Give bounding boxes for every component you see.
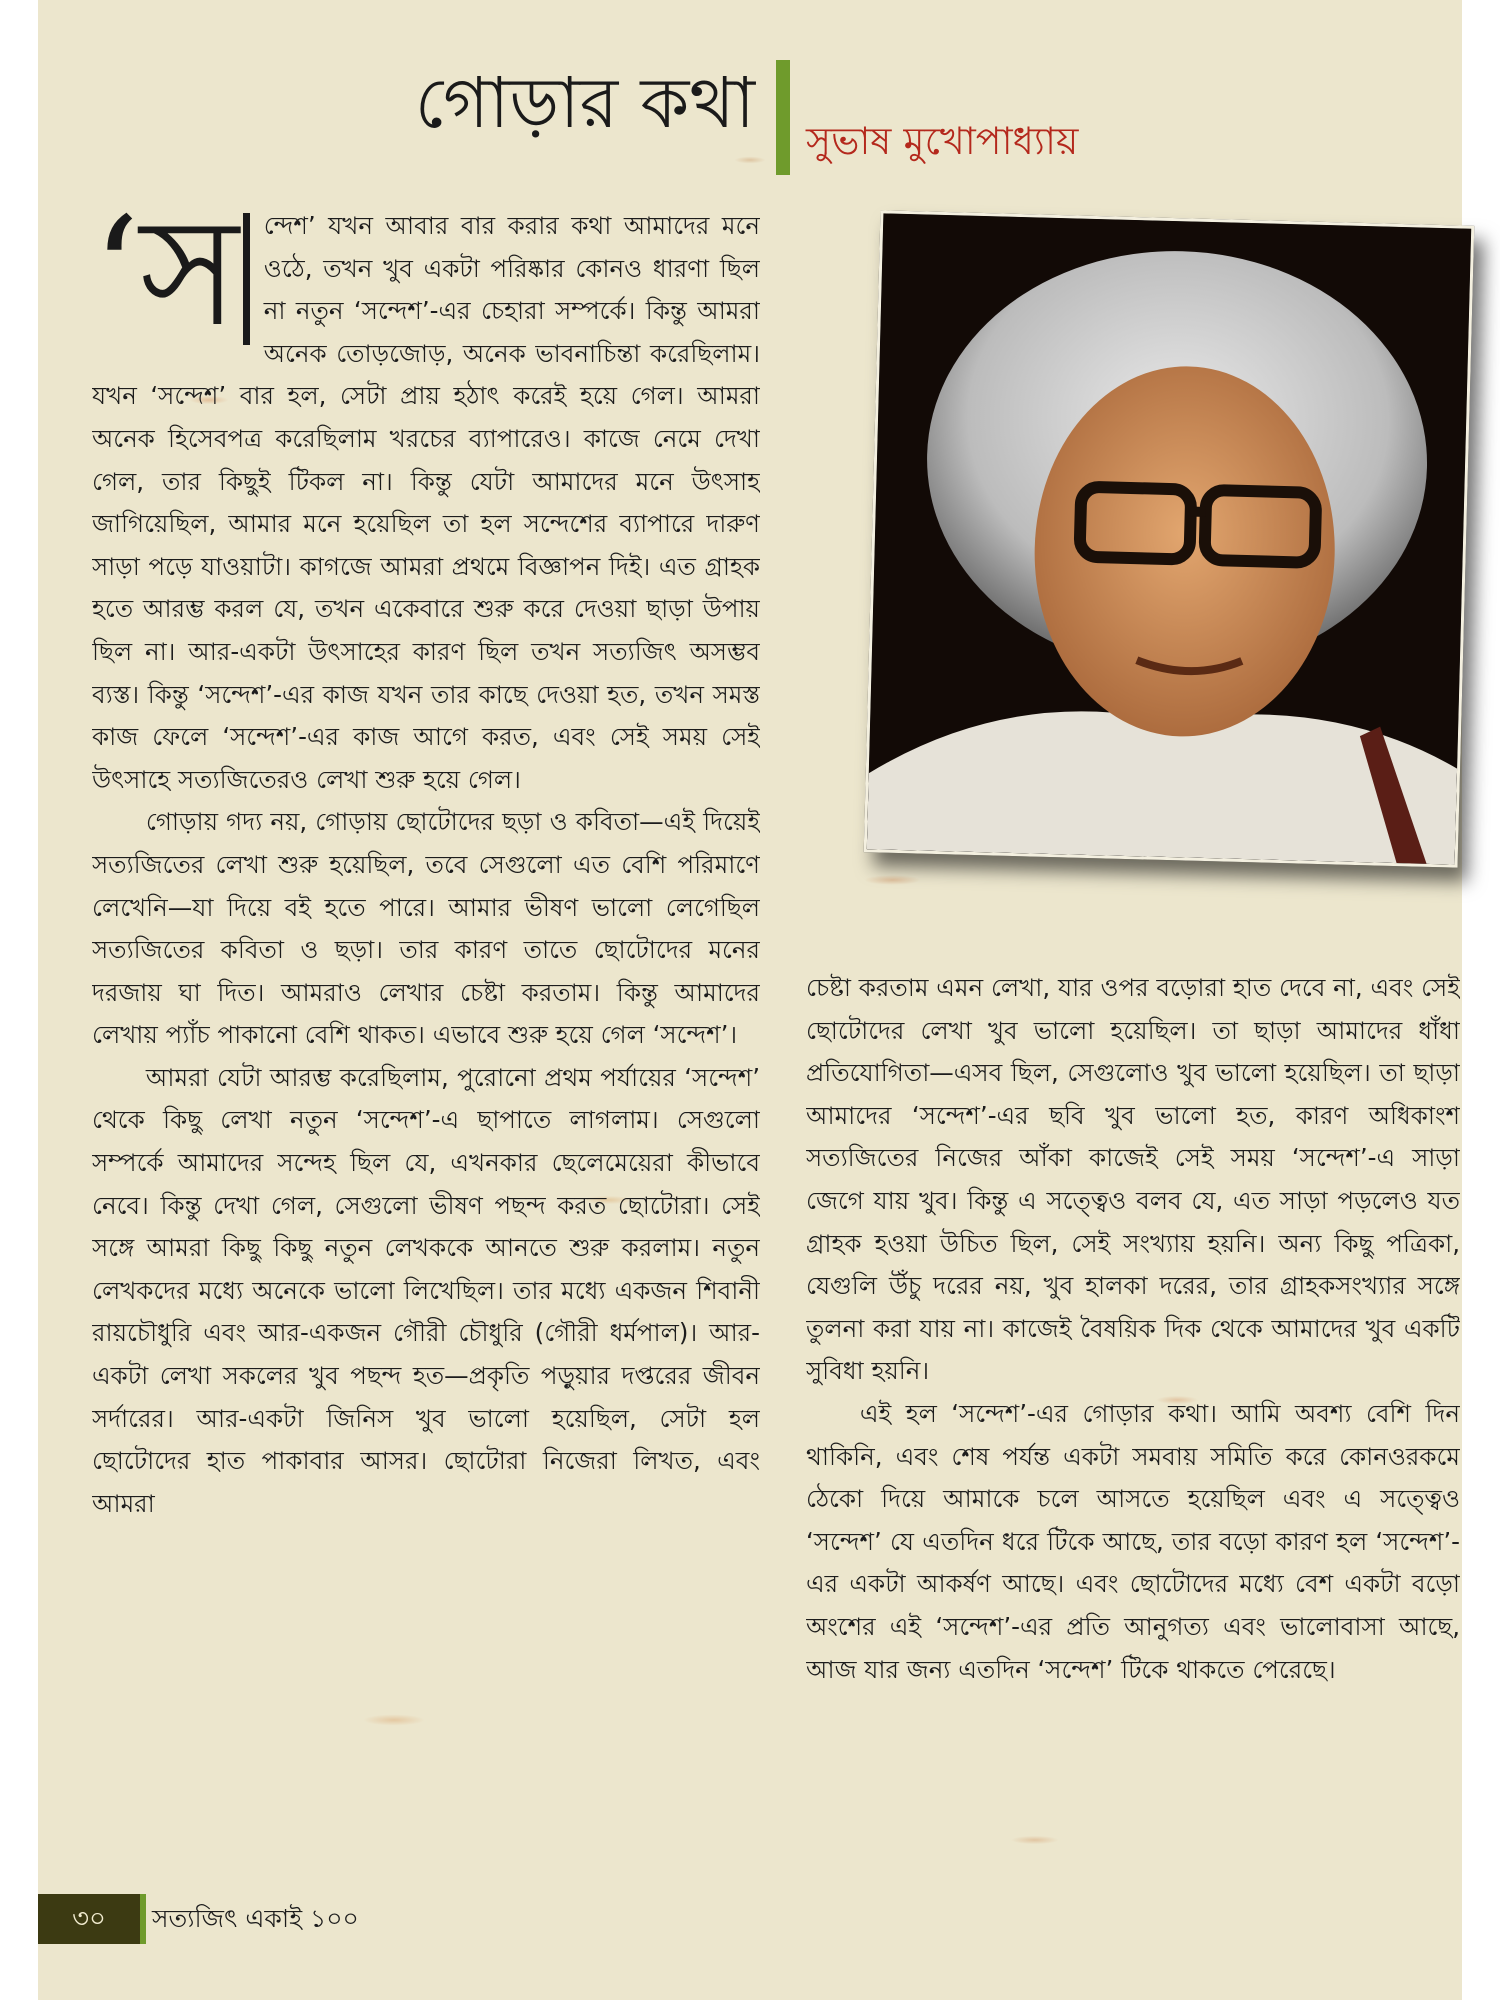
paragraph-3: আমরা যেটা আরম্ভ করেছিলাম, পুরোনো প্রথম পর্যায়ের ‘সন্দেশ’ থেকে কিছু লেখা নতুন ‘সন্দেশ’-এ ছাপাতে লাগলাম। সেগুলো সম্পর্কে আমাদের সন্দেহ ছিল যে, এখনকার ছেলেমেয়েরা কীভাবে নেবে। কিন্তু দেখা গেল, সেগুলো ভীষণ পছন্দ করত ছোটোরা। সেই সঙ্গে আমরা কিছু কিছু নতুন লেখককে আনতে শুরু করলাম। নতুন লেখকদের মধ্যে অনেকে ভালো লিখেছিল। তার মধ্যে একজন শিবানী রায়চৌধুরি এবং আর-একজন গৌরী চৌধুরি (গৌরী ধর্মপাল)। আর-একটা লেখা সকলের খুব পছন্দ হত—প্রকৃতি পড়ুয়ার দপ্তরের জীবন সর্দারের। আর-একটা জিনিস খুব ভালো হয়েছিল, সেটা হল ছোটোদের হাত পাকাবার আসর। ছোটোরা নিজেরা লিখত, এবং আমরা <box>92 1062 760 1518</box>
article-header <box>0 30 1500 163</box>
paragraph-1 <box>92 205 760 801</box>
page-number: ৩০ <box>38 1894 140 1944</box>
right-column <box>806 967 1460 1885</box>
publication-name: সত্যজিৎ একাই ১০০ <box>152 1904 359 1933</box>
paragraph-2: গোড়ায় গদ্য নয়, গোড়ায় ছোটোদের ছড়া ও কবিতা—এই দিয়েই সত্যজিতের লেখা শুরু হয়েছিল, তবে সেগুলো এত বেশি পরিমাণে লেখেনি—যা দিয়ে বই হতে পারে। আমার ভীষণ ভালো লেগেছিল সত্যজিতের কবিতা ও ছড়া। তার কারণ তাতে ছোটোদের মনের দরজায় ঘা দিত। আমরাও লেখার চেষ্টা করতাম। কিন্তু আমাদের লেখায় প্যাঁচ পাকানো বেশি থাকত। এভাবে শুরু হয়ে গেল ‘সন্দেশ’। <box>92 807 760 1050</box>
footer-divider <box>140 1894 146 1944</box>
paragraph-4: চেষ্টা করতাম এমন লেখা, যার ওপর বড়োরা হাত দেবে না, এবং সেই ছোটোদের লেখা খুব ভালো হয়েছিল। তা ছাড়া আমাদের ধাঁধা প্রতিযোগিতা—এসব ছিল, সেগুলোও খুব ভালো হয়েছিল। তা ছাড়া আমাদের ‘সন্দেশ’-এর ছবি খুব ভালো হত, কারণ অধিকাংশ সত্যজিতের নিজের আঁকা কাজেই সেই সময় ‘সন্দেশ’-এ সাড়া জেগে যায় খুব। কিন্তু এ সত্ত্বেও বলব যে, এত সাড়া পড়লেও যত গ্রাহক হওয়া উচিত ছিল, সেই সংখ্যায় হয়নি। অন্য কিছু পত্রিকা, যেগুলি উঁচু দরের নয়, খুব হালকা দরের, তার গ্রাহকসংখ্যার সঙ্গে তুলনা করা যায় না। কাজেই বৈষয়িক দিক থেকে আমাদের খুব একটি সুবিধা হয়নি। <box>806 973 1460 1386</box>
left-column <box>92 205 760 1885</box>
article-title: গোড়ার কথা <box>414 62 755 144</box>
author-photo <box>864 210 1475 867</box>
drop-cap: ‘স <box>92 213 250 345</box>
article-author: সুভাষ মুখোপাধ্যায় <box>806 119 1079 163</box>
paragraph-5: এই হল ‘সন্দেশ’-এর গোড়ার কথা। আমি অবশ্য বেশি দিন থাকিনি, এবং শেষ পর্যন্ত একটা সমবায় সমিতি করে কোনওরকমে ঠেকো দিয়ে আমাকে চলে আসতে হয়েছিল এবং এ সত্ত্বেও ‘সন্দেশ’ যে এতদিন ধরে টিকে আছে, তার বড়ো কারণ হল ‘সন্দেশ’-এর একটা আকর্ষণ আছে। এবং ছোটোদের মধ্যে বেশ একটা বড়ো অংশের এই ‘সন্দেশ’-এর প্রতি আনুগত্য এবং ভালোবাসা আছে, আজ যার জন্য এতদিন ‘সন্দেশ’ টিকে থাকতে পেরেছে। <box>806 1398 1460 1684</box>
title-divider <box>776 60 790 175</box>
paragraph-1-text: ন্দেশ’ যখন আবার বার করার কথা আমাদের মনে ওঠে, তখন খুব একটা পরিষ্কার কোনও ধারণা ছিল না নতুন ‘সন্দেশ’-এর চেহারা সম্পর্কে। কিন্তু আমরা অনেক তোড়জোড়, অনেক ভাবনাচিন্তা করেছিলাম। যখন ‘সন্দেশ’ বার হল, সেটা প্রায় হঠাৎ করেই হয়ে গেল। আমরা অনেক হিসেবপত্র করেছিলাম খরচের ব্যাপারেও। কাজে নেমে দেখা গেল, তার কিছুই টিকল না। কিন্তু যেটা আমাদের মনে উৎসাহ জাগিয়েছিল, আমার মনে হয়েছিল তা হল সন্দেশের ব্যাপারে দারুণ সাড়া পড়ে যাওয়াটা। কাগজে আমরা প্রথমে বিজ্ঞাপন দিই। এত গ্রাহক হতে আরম্ভ করল যে, তখন একেবারে শুরু করে দেওয়া ছাড়া উপায় ছিল না। আর-একটা উৎসাহের কারণ ছিল তখন সত্যজিৎ অসম্ভব ব্যস্ত। কিন্তু ‘সন্দেশ’-এর কাজ যখন তার কাছে দেওয়া হত, তখন সমস্ত কাজ ফেলে ‘সন্দেশ’-এর কাজ আগে করত, এবং সেই সময় সেই উৎসাহে সত্যজিতেরও লেখা শুরু হয়ে গেল। <box>92 211 760 794</box>
author-portrait-image <box>867 213 1471 864</box>
